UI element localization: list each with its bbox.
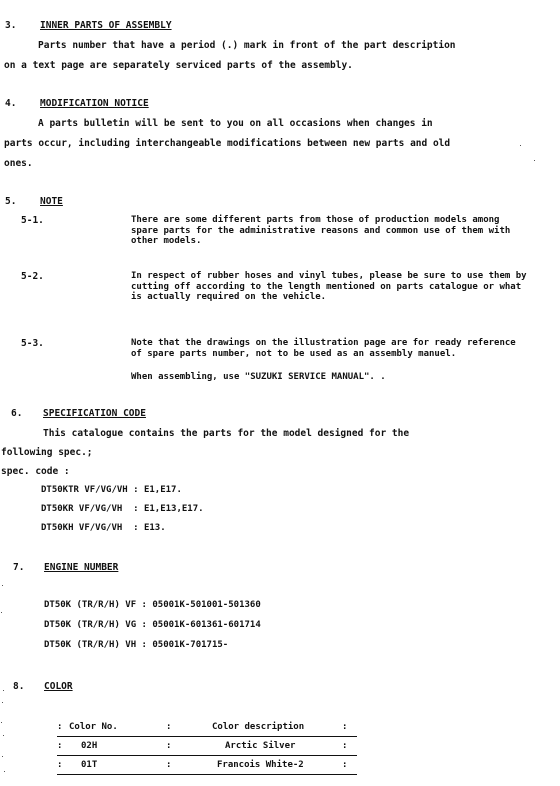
section-7-title: ENGINE NUMBER	[44, 562, 119, 573]
section-4-number: 4.	[5, 98, 17, 109]
color-description-cell: Francois White-2	[217, 760, 304, 770]
note-5-3-text: Note that the drawings on the illustration page are for ready reference of spare parts number, not to be used as an assembly manuel.	[131, 338, 516, 359]
note-5-1-text: There are some different parts from those of production models among spare parts for the administrative reasons and common use of them with other models.	[131, 215, 511, 247]
section-4-line-1: A parts bulletin will be sent to you on all occasions when changes in	[38, 118, 433, 129]
section-6-line-1: This catalogue contains the parts for the model designed for the	[43, 428, 410, 439]
engine-number-line: DT50K (TR/R/H) VH : 05001K-701715-	[44, 640, 229, 650]
table-separator: :	[342, 760, 348, 770]
color-number-cell: 02H	[81, 741, 98, 751]
table-separator: :	[342, 741, 348, 751]
color-table-header	[57, 718, 357, 737]
engine-number-line: DT50K (TR/R/H) VF : 05001K-501001-501360	[44, 600, 261, 610]
section-3-title: INNER PARTS OF ASSEMBLY	[40, 20, 172, 31]
note-5-1-number: 5-1.	[21, 215, 44, 226]
section-4-line-2: parts occur, including interchangeable modifications between new parts and old	[4, 138, 451, 149]
spec-code-line: DT50KH VF/VG/VH : E13.	[41, 523, 166, 533]
column-header-color-no: Color No.	[69, 722, 118, 732]
table-row	[57, 756, 357, 775]
section-4-title: MODIFICATION NOTICE	[40, 98, 149, 109]
table-separator: :	[166, 760, 172, 770]
section-6-line-3: spec. code :	[1, 466, 70, 477]
section-7-number: 7.	[13, 562, 25, 573]
section-6-number: 6.	[11, 408, 23, 419]
table-row	[57, 737, 357, 756]
note-5-2-number: 5-2.	[21, 271, 44, 282]
color-table	[57, 718, 357, 775]
section-5-number: 5.	[5, 196, 17, 207]
table-separator: :	[166, 722, 172, 732]
table-separator: :	[166, 741, 172, 751]
section-6-title: SPECIFICATION CODE	[43, 408, 146, 419]
table-separator: :	[57, 760, 63, 770]
engine-number-line: DT50K (TR/R/H) VG : 05001K-601361-601714	[44, 620, 261, 630]
section-5-title: NOTE	[40, 196, 63, 207]
color-description-cell: Arctic Silver	[225, 741, 296, 751]
section-8-title: COLOR	[44, 681, 73, 692]
column-header-color-description: Color description	[212, 722, 305, 732]
color-number-cell: 01T	[81, 760, 98, 770]
section-3-line-1: Parts number that have a period (.) mark in front of the part description	[38, 40, 456, 51]
table-separator: :	[57, 741, 63, 751]
note-5-3-text-2: When assembling, use "SUZUKI SERVICE MANUAL". .	[131, 372, 386, 382]
spec-code-line: DT50KR VF/VG/VH : E1,E13,E17.	[41, 504, 204, 514]
section-3-number: 3.	[5, 20, 17, 31]
note-5-2-text: In respect of rubber hoses and vinyl tubes, please be sure to use them by cutting off according to the length mentioned on parts catalogue or what is actually required on the vehicle.	[131, 271, 527, 303]
table-separator: :	[342, 722, 348, 732]
table-separator: :	[57, 722, 63, 732]
section-6-line-2: following spec.;	[1, 447, 93, 458]
note-5-3-number: 5-3.	[21, 338, 44, 349]
section-8-number: 8.	[13, 681, 25, 692]
spec-code-line: DT50KTR VF/VG/VH : E1,E17.	[41, 485, 182, 495]
section-3-line-2: on a text page are separately serviced parts of the assembly.	[4, 60, 353, 71]
section-4-line-3: ones.	[4, 158, 33, 169]
